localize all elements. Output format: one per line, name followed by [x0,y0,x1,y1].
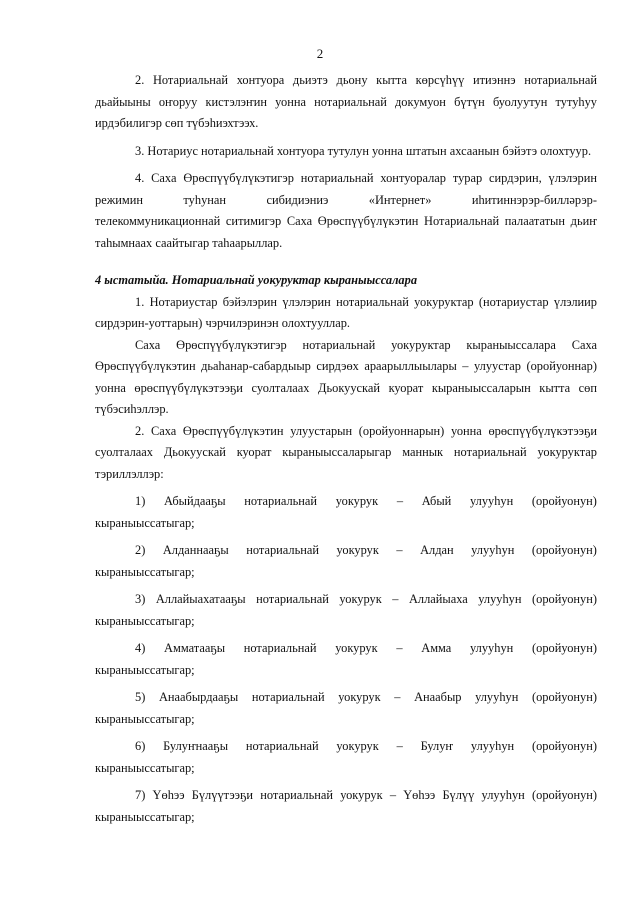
word: Анаабыр [414,690,462,704]
page-number: 2 [316,46,324,61]
word: сибидиэниэ [266,192,329,207]
list-item [95,687,597,730]
list-item-line-1 [95,589,597,611]
word: 1) [135,494,146,508]
list-item [95,785,597,828]
word: нотариальнай [256,592,329,606]
article-heading: 4 ыстатыйа. Нотариальнай уокуруктар кыраныыссалара [95,273,418,287]
word: «Интернет» [368,192,432,207]
paragraph-4-line-1: 4. Саха Өрөспүүбүлүкэтигэр нотариальнай хонтуоралар турар сирдэрин, үлэлэрин [135,171,597,185]
word: (оройуонун) [532,592,598,606]
list-item-line-1 [95,687,597,709]
word: режимин [95,192,143,207]
word: Булуҥ [420,739,454,753]
word: уокурук [336,543,379,557]
word: Аллайыахатааҕы [155,592,246,606]
word: Бүлүү [442,788,475,802]
district-list [95,491,597,828]
word: (оройуонун) [532,641,598,655]
paragraph-4-line-2 [95,190,597,212]
word: 2) [135,543,146,557]
list-item-line-1 [95,638,597,660]
word: Алданнааҕы [162,543,229,557]
word: (оройуонун) [531,494,597,508]
word: – [396,739,403,753]
word: Үөһээ [403,788,436,802]
word: Амма [421,641,452,655]
word: улууһун [475,690,519,704]
word: (оройуонун) [531,543,597,557]
word: Амматааҕы [164,641,226,655]
list-item-line-1 [95,540,597,562]
word: Алдан [420,543,454,557]
section-1: 1. Нотариустар бэйэлэрин үлэлэрин нотариальнай уокуруктар (нотариустар үлэлиир сирдэрин-уоттарын) чэрчилэринэн олохтууллар. [95,294,597,330]
word: уокурук [335,494,379,508]
word: нотариальнай [251,690,325,704]
paragraph-4-rest: телекоммуникационнай ситимигэр Саха Өрөспүүбүлүкэтин Нотариальнай палаататын дьиҥ таһымнаах саайтыгар таһаарыллар. [95,214,597,250]
word: нотариальнай [244,494,318,508]
list-item-line-2: кыраныыссатыгар; [95,662,195,677]
word: уокурук [336,739,379,753]
list-item-line-1 [95,785,597,807]
word: Бүлүүтээҕи [191,788,254,802]
word: улууһун [470,739,515,753]
word: уокурук [335,641,378,655]
list-item-line-1 [95,491,597,513]
word: нотариальнай [260,788,333,802]
list-item-line-2: кыраныыссатыгар; [95,564,195,579]
word: Абый [421,494,452,508]
paragraph-2: 2. Нотариальнай хонтуора дьиэтэ дьону кытта көрсүһүү итиэннэ нотариальнай дьайыыны оҥоруу кистэлэҥин уонна нотариальнай докумуон бүтүн буолуутун тутуһуу ирдэбилигэр сөп түбэһиэхтээх. [95,73,597,130]
word: иһитиннэрэр-билләрэр- [471,192,597,207]
list-item-line-2: кыраныыссатыгар; [95,613,195,628]
word: нотариальнай [246,543,319,557]
word: улууһун [471,543,515,557]
word: 3) [135,592,146,606]
list-item [95,638,597,681]
paragraph-3: 3. Нотариус нотариальнай хонтуора тутулун уонна штатын ахсаанын бэйэтэ олохтуур. [135,143,592,158]
list-item-line-2: кыраныыссатыгар; [95,760,195,775]
section-2: 2. Саха Өрөспүүбүлүкэтин улуустарын (оройуоннарын) уонна өрөспүүбүлүкэтээҕи суолталаах Дьокуускай куорат кыраныыссаларыгар маннык нотариальнай уокуруктар тэриллэллэр: [95,423,597,481]
section-1b: Саха Өрөспүүбүлүкэтигэр нотариальнай уокуруктар кыраныыссалара Саха Өрөспүүбүлүкэтин дьаһанар-сабардыыр сирдэөх араарыллыылары – улуустар (оройуоннар) уонна өрөспүүбүлүкэтээҕи суолталаах Дьокуускай куорат кыраныыссаларын кытта сөп түбэсиһэллэр. [95,337,597,416]
word: улууһун [470,641,514,655]
word: – [389,788,397,802]
word: Үөһээ [152,788,185,802]
list-item [95,589,597,632]
word: (оройуонун) [532,788,598,802]
list-item [95,491,597,534]
word: туһунан [183,192,227,207]
word: – [396,543,403,557]
list-item-line-1 [95,736,597,758]
word: 4) [135,641,146,655]
word: нотариальнай [243,641,317,655]
word: нотариальнай [245,739,319,753]
word: Булуҥнааҕы [163,739,229,753]
list-item-line-2: кыраныыссатыгар; [95,711,195,726]
document-body [95,70,597,828]
list-item-line-2: кыраныыссатыгар; [95,809,195,824]
word: (оройуонун) [531,690,597,704]
list-item [95,736,597,779]
word: Аллайыаха [408,592,468,606]
word: улууһун [469,494,514,508]
word: 5) [135,690,146,704]
word: – [396,641,403,655]
word: улууһун [478,592,522,606]
list-item-line-2: кыраныыссатыгар; [95,515,195,530]
list-item [95,540,597,583]
word: – [394,690,401,704]
word: – [396,494,404,508]
word: уокурук [339,592,382,606]
word: (оройуонун) [531,739,597,753]
word: Абыйдааҕы [164,494,226,508]
word: 6) [135,739,146,753]
word: Анаабырдааҕы [158,690,239,704]
word: уокурук [338,690,381,704]
word: – [392,592,399,606]
word: улууһун [481,788,525,802]
word: 7) [135,788,146,802]
word: уокурук [340,788,383,802]
